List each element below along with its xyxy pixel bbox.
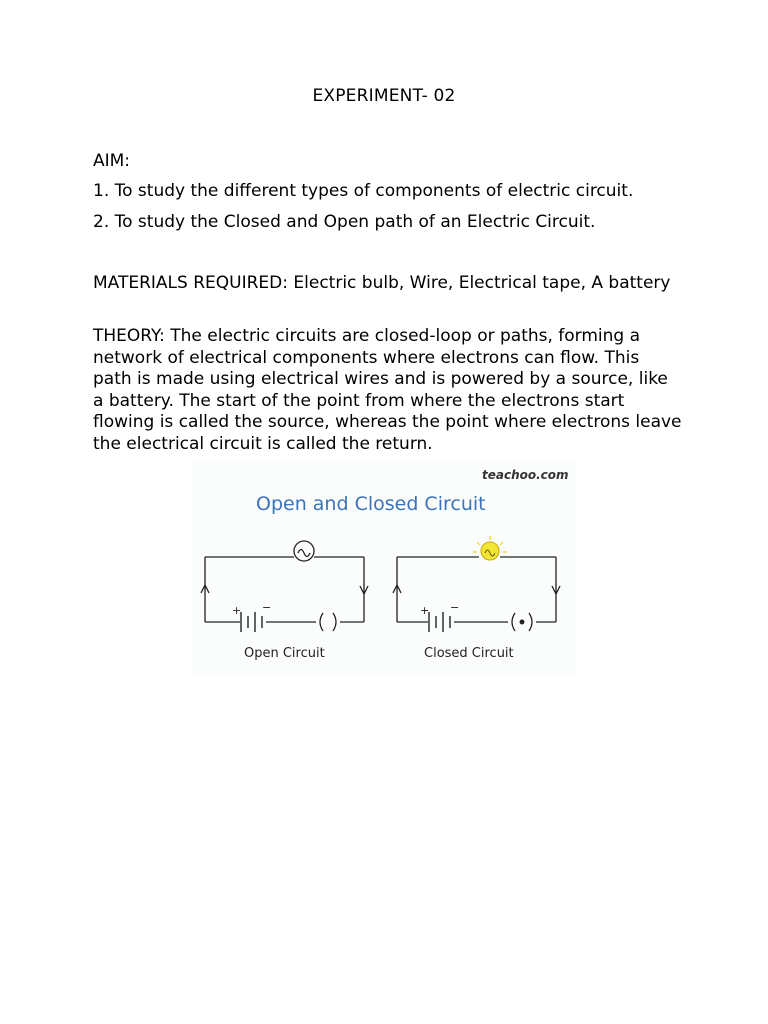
- open-circuit-label: Open Circuit: [244, 646, 325, 661]
- figure-heading: Open and Closed Circuit: [256, 493, 486, 515]
- closed-switch-icon: [512, 613, 532, 631]
- circuit-figure: [192, 462, 576, 674]
- aim-item-1: 1. To study the different types of components of electric circuit.: [93, 181, 634, 201]
- battery-icon: [241, 612, 262, 632]
- materials-paragraph: MATERIALS REQUIRED: Electric bulb, Wire, Electrical tape, A battery: [93, 273, 671, 293]
- open-circuit-diagram: [201, 557, 368, 622]
- battery-icon-closed: [429, 612, 450, 632]
- battery-minus-closed: −: [450, 601, 460, 614]
- battery-minus: −: [262, 601, 272, 614]
- battery-plus-closed: +: [420, 604, 430, 617]
- aim-heading: AIM:: [93, 151, 131, 171]
- closed-circuit-label: Closed Circuit: [424, 646, 514, 661]
- battery-plus: +: [232, 604, 242, 617]
- page-title: EXPERIMENT- 02: [312, 86, 456, 106]
- aim-item-2: 2. To study the Closed and Open path of an Electric Circuit.: [93, 212, 596, 232]
- bulb-icon: [294, 541, 314, 561]
- theory-paragraph: THEORY: The electric circuits are closed-loop or paths, forming a network of electrical components where electrons can flow. This path is made using electrical wires and is powered by a source, like a battery. The start of the point from where the electrons start flowing is called the source, whereas the point where electrons leave the electrical circuit is called the return.: [93, 326, 682, 454]
- watermark-site: teachoo.com: [482, 468, 569, 482]
- open-switch-icon: [320, 613, 336, 631]
- closed-circuit-diagram: [393, 557, 560, 622]
